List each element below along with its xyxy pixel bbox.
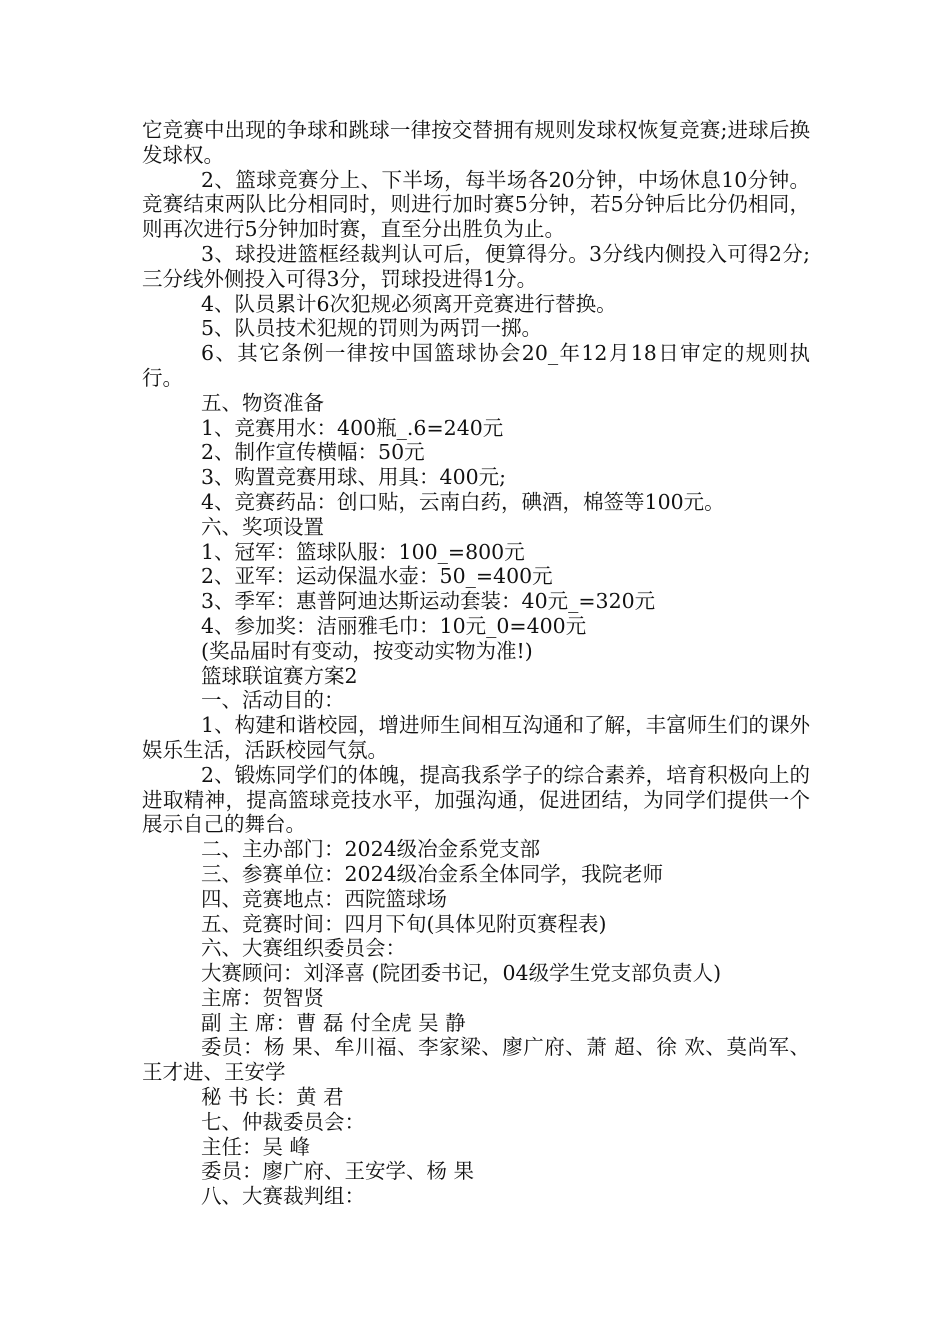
list-item: 1、冠军：篮球队服：100_=800元	[201, 539, 525, 564]
section-heading: 六、大赛组织委员会：	[201, 936, 406, 961]
section-heading: 三、参赛单位：2024级冶金系全体同学，我院老师	[201, 861, 664, 886]
section-heading: 一、活动目的：	[201, 688, 345, 713]
list-item: 4、参加奖：洁丽雅毛巾：10元_0=400元	[201, 613, 587, 638]
list-item: 1、竞赛用水：400瓶_.6=240元	[201, 415, 504, 440]
section-heading: 八、大赛裁判组：	[201, 1184, 365, 1209]
section-heading: 五、物资准备	[201, 390, 324, 415]
paragraph: 6、其它条例一律按中国篮球协会20_年12月18日审定的规则执行。	[142, 341, 810, 390]
paragraph: 它竞赛中出现的争球和跳球一律按交替拥有规则发球权恢复竞赛;进球后换发球权。	[142, 118, 810, 167]
list-item: 2、亚军：运动保温水壶：50_=400元	[201, 564, 553, 589]
note: (奖品届时有变动，按变动实物为准!)	[201, 638, 533, 663]
list-item: 3、季军：惠普阿迪达斯运动套装：40元_=320元	[201, 589, 656, 614]
committee-entry: 委员：杨 果、牟川福、李家梁、廖广府、萧 超、徐 欢、莫尚军、王才进、王安学	[142, 1035, 810, 1085]
committee-entry: 副 主 席：曹 磊 付全虎 吴 静	[201, 1010, 466, 1035]
committee-entry: 大赛顾问：刘泽喜 (院团委书记，04级学生党支部负责人)	[201, 961, 722, 986]
document-title: 篮球联谊赛方案2	[201, 663, 358, 688]
paragraph: 4、队员累计6次犯规必须离开竞赛进行替换。	[201, 291, 617, 316]
committee-entry: 主任：吴 峰	[201, 1134, 311, 1159]
list-item: 2、制作宣传横幅：50元	[201, 440, 425, 465]
section-heading: 四、竞赛地点：西院篮球场	[201, 886, 447, 911]
paragraph: 3、球投进篮框经裁判认可后，便算得分。3分线内侧投入可得2分;三分线外侧投入可得3分，罚球投进得1分。	[142, 241, 810, 291]
paragraph: 2、锻炼同学们的体魄，提高我系学子的综合素养，培育积极向上的进取精神，提高篮球竞技水平，加强沟通，促进团结，为同学们提供一个展示自己的舞台。	[142, 762, 810, 837]
document-body	[142, 118, 810, 1209]
paragraph: 2、篮球竞赛分上、下半场，每半场各20分钟，中场休息10分钟。竞赛结束两队比分相同时，则进行加时赛5分钟，若5分钟后比分仍相同，则再次进行5分钟加时赛，直至分出胜负为止。	[142, 167, 810, 242]
section-heading: 二、主办部门：2024级冶金系党支部	[201, 837, 541, 862]
paragraph: 1、构建和谐校园，增进师生间相互沟通和了解，丰富师生们的课外娱乐生活，活跃校园气氛。	[142, 713, 810, 762]
list-item: 4、竞赛药品：创口贴，云南白药，碘酒，棉签等100元。	[201, 489, 725, 514]
section-heading: 六、奖项设置	[201, 514, 324, 539]
section-heading: 七、仲裁委员会：	[201, 1109, 365, 1134]
committee-entry: 秘 书 长：黄 君	[201, 1085, 344, 1110]
section-heading: 五、竞赛时间：四月下旬(具体见附页赛程表)	[201, 911, 607, 936]
paragraph: 5、队员技术犯规的罚则为两罚一掷。	[201, 316, 543, 341]
list-item: 3、购置竞赛用球、用具：400元;	[201, 465, 507, 490]
committee-entry: 主席：贺智贤	[201, 985, 324, 1010]
committee-entry: 委员：廖广府、王安学、杨 果	[201, 1159, 475, 1184]
